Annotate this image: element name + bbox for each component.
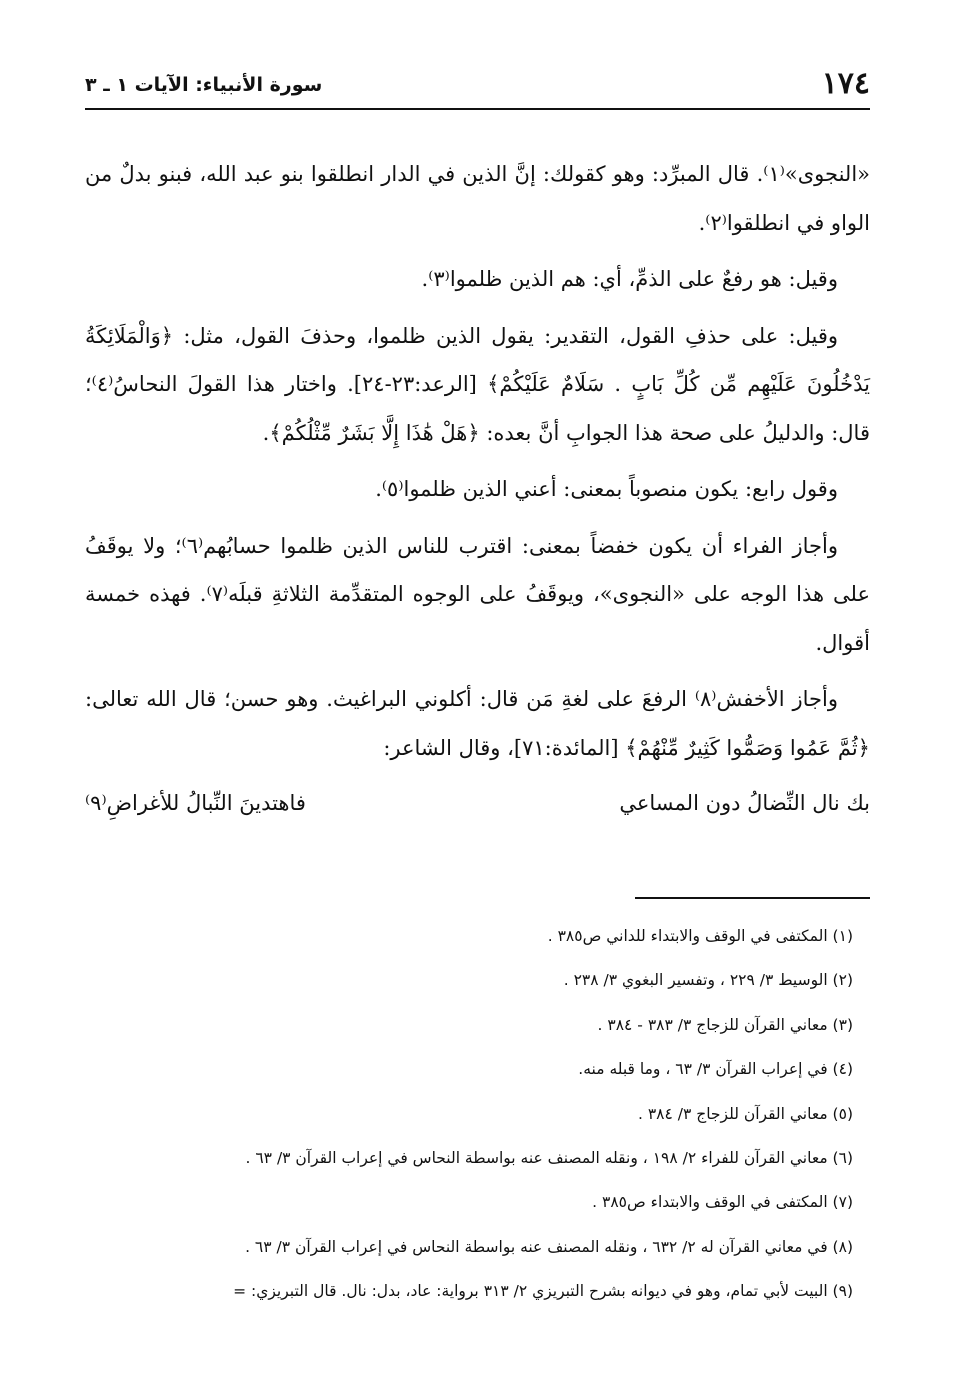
footnote: (٢) الوسيط ٣/ ٢٢٩ ، وتفسير البغوي ٣/ ٢٣٨ . <box>563 971 853 990</box>
verse-first-hemistich: بك نال النِّضالُ دون المساعي <box>619 791 870 815</box>
poetry-verse <box>85 780 870 826</box>
verse-second-hemistich: فاهتدينَ النِّبالُ للأغراضِ⁽٩⁾ <box>85 791 306 815</box>
paragraph: وأجاز الفراء أن يكون خفضاً بمعنى: اقترب للناس الذين ظلموا حسابُهم⁽٦⁾؛ ولا يوقَفُ على هذا الوجه على «النجوى»، ويوقَفُ على الوجوه المتقدِّمة الثلاثةِ قبلَه⁽٧⁾. فهذه خمسة أقوال. <box>85 533 870 655</box>
paragraph: «النجوى»⁽١⁾. قال المبرِّد: وهو كقولك: إنَّ الذين في الدار انطلقوا بنو عبد الله، فبنو بدلٌ من الواو في انطلقوا⁽٢⁾. <box>85 162 870 235</box>
footnote: (١) المكتفى في الوقف والابتداء للداني ص٣٨٥ . <box>547 927 853 945</box>
footnote: (٥) معاني القرآن للزجاج ٣/ ٣٨٤ . <box>637 1104 853 1123</box>
main-text <box>85 150 870 826</box>
page-number: ١٧٤ <box>821 66 870 101</box>
paragraph: وقيل: هو رفعٌ على الذمِّ، أي: هم الذين ظلموا⁽٣⁾. <box>421 267 838 291</box>
footnote-separator <box>635 897 870 899</box>
footnote: (٣) معاني القرآن للزجاج ٣/ ٣٨٣ - ٣٨٤ . <box>597 1015 853 1034</box>
footnotes <box>85 925 853 1325</box>
paragraph: وأجاز الأخفش⁽٨⁾ الرفعَ على لغةِ مَن قال: أكلوني البراغيث. وهو حسن؛ قال الله تعالى: ﴿ثُمَّ عَمُوا وَصَمُّوا كَثِيرٌ مِّنْهُمْ﴾ [المائدة:٧١]، وقال الشاعر: <box>85 687 870 760</box>
footnote: (٨) في معاني القرآن له ٢/ ٦٣٢ ، ونقله المصنف عنه بواسطة النحاس في إعراب القرآن ٣/ ٦٣ . <box>245 1237 853 1256</box>
footnote: (٧) المكتفى في الوقف والابتداء ص٣٨٥ . <box>592 1193 853 1212</box>
running-title: سورة الأنبياء: الآيات ١ ـ ٣ <box>85 74 323 96</box>
paragraph: وقول رابع: يكون منصوباً بمعنى: أعني الذين ظلموا⁽٥⁾. <box>375 477 838 501</box>
footnote: (٩) البيت لأبي تمام، وهو في ديوانه بشرح التبريزي ٢/ ٣١٣ برواية: عاد، بدل: نال. قال التبريزي: = <box>233 1282 853 1301</box>
footnote: (٤) في إعراب القرآن ٣/ ٦٣ ، وما قبله منه. <box>578 1060 853 1079</box>
page-header <box>85 64 870 110</box>
footnote: (٦) معاني القرآن للفراء ٢/ ١٩٨ ، ونقله المصنف عنه بواسطة النحاس في إعراب القرآن ٣/ ٦٣ . <box>245 1148 853 1167</box>
paragraph: وقيل: على حذفِ القول، التقدير: يقول الذين ظلموا، وحذفَ القول، مثل: ﴿وَالْمَلَائِكَةُ يَدْخُلُونَ عَلَيْهِم مِّن كُلِّ بَابٍ . سَلَامٌ عَلَيْكُمْ﴾ [الرعد:٢٣-٢٤]. واختار هذا القولَ النحاسُ⁽٤⁾؛ قال: والدليلُ على صحة هذا الجوابِ أنَّ بعده: ﴿هَلْ هَٰذَا إِلَّا بَشَرٌ مِّثْلُكُمْ﴾. <box>85 323 870 445</box>
